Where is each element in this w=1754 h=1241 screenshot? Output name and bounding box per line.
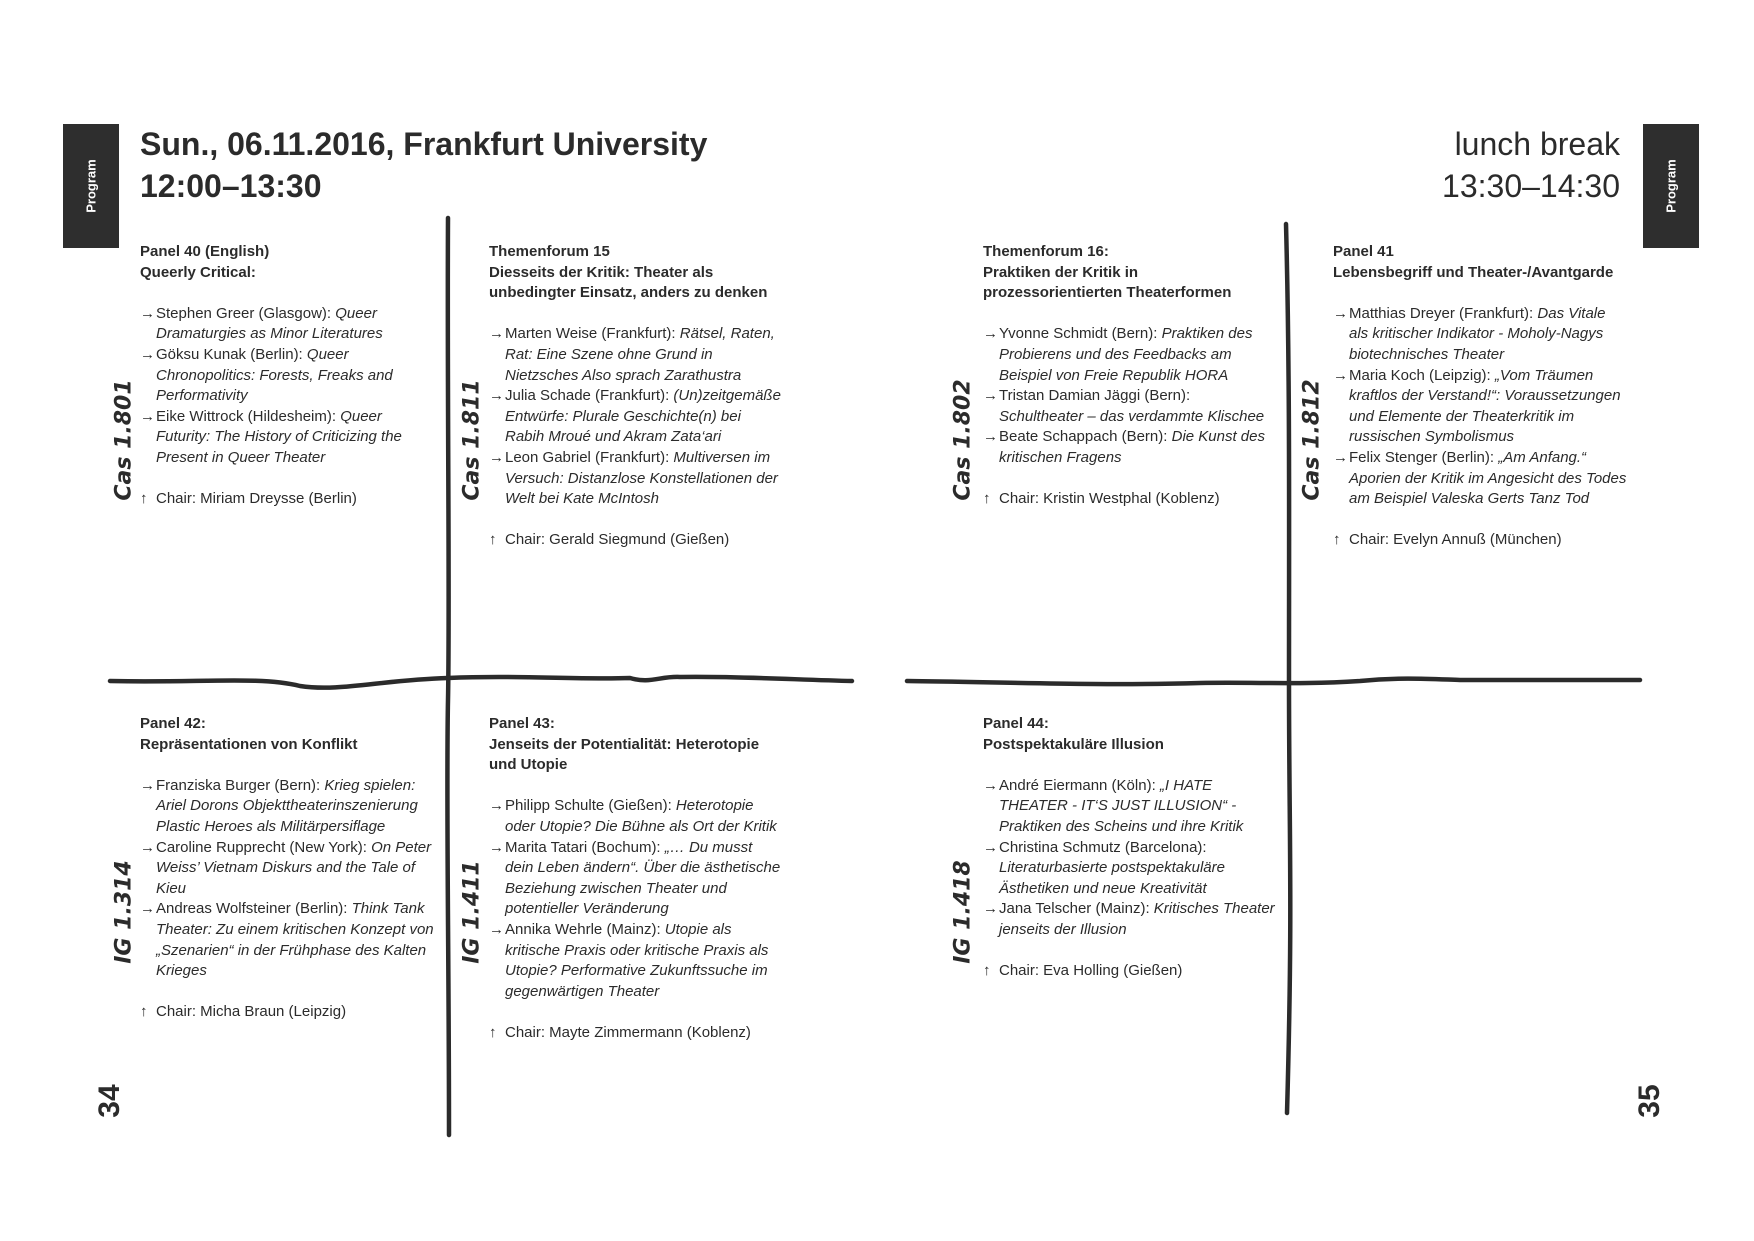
talk-title: Queer Futurity: The History of Criticizing the Present in Queer Theater (156, 407, 402, 466)
room-label: IG 1.418 (950, 860, 976, 964)
talk-title: Queer Chronopolitics: Forests, Freaks and Performativity (156, 345, 393, 405)
session-block (140, 714, 435, 1023)
speaker: Marita Tatari (Bochum): (505, 838, 661, 856)
arrow-right-icon: → (140, 345, 155, 363)
speaker: Eike Wittrock (Hildesheim): (156, 407, 337, 425)
arrow-right-icon: → (489, 387, 504, 405)
talk-item (140, 407, 435, 469)
talk-item (983, 776, 1278, 838)
talk-title: (Un)zeitgemäße Entwürfe: Plurale Geschichte(n) bei Rabih Mroué und Akram Zata‘ari (505, 387, 781, 446)
speaker: Göksu Kunak (Berlin): (156, 345, 303, 363)
chair-line (140, 1002, 435, 1023)
talk-item (140, 899, 435, 981)
page-number-left: 34 (93, 1084, 126, 1118)
talk-item (1333, 304, 1628, 366)
room-label: Cas 1.812 (1299, 379, 1325, 501)
chair-line (140, 489, 435, 510)
speaker: Maria Koch (Leipzig): (1349, 366, 1491, 384)
talk-item (983, 427, 1278, 468)
talk-item (983, 838, 1278, 900)
divider-left-horizontal (110, 677, 852, 688)
session-block (983, 242, 1278, 510)
arrow-right-icon: → (489, 325, 504, 343)
program-tab-left (63, 124, 119, 248)
speaker: Andreas Wolfsteiner (Berlin): (156, 900, 348, 918)
program-tab-label: Program (83, 159, 99, 213)
talk-item (489, 448, 784, 510)
talk-item (983, 899, 1278, 940)
talk-item (1333, 366, 1628, 448)
chair: Chair: Evelyn Annuß (München) (1349, 531, 1562, 549)
speaker: Annika Wehrle (Mainz): (505, 920, 661, 938)
arrow-right-icon: → (983, 428, 998, 446)
program-tab-right (1643, 124, 1699, 248)
panel-title-line: Panel 40 (English) (140, 243, 270, 260)
talk-item (489, 838, 784, 920)
panel-title-line: Themenforum 15 (489, 243, 610, 260)
arrow-right-icon: → (983, 325, 998, 343)
arrow-right-icon: → (1333, 366, 1348, 384)
talk-title: Literaturbasierte postspektakuläre Ästhetiken und neue Kreativität (999, 859, 1225, 897)
speaker: André Eiermann (Köln): (999, 776, 1156, 794)
talk-item (140, 304, 435, 345)
room-label: IG 1.314 (111, 860, 137, 964)
page-number-right: 35 (1633, 1084, 1666, 1118)
arrow-right-icon: → (489, 838, 504, 856)
arrow-up-icon: ↑ (983, 490, 991, 508)
talk-title: Praktiken des Probierens und des Feedbacks am Beispiel von Freie Republik HORA (999, 325, 1253, 384)
speaker: Matthias Dreyer (Frankfurt): (1349, 304, 1534, 322)
chair: Chair: Micha Braun (Leipzig) (156, 1003, 347, 1021)
speaker: Caroline Rupprecht (New York): (156, 838, 367, 856)
room-label: IG 1.411 (459, 860, 485, 964)
arrow-right-icon: → (140, 776, 155, 794)
speaker: Julia Schade (Frankfurt): (505, 387, 670, 405)
arrow-right-icon: → (489, 797, 504, 815)
arrow-right-icon: → (983, 838, 998, 856)
arrow-right-icon: → (140, 407, 155, 425)
arrow-up-icon: ↑ (140, 1003, 148, 1021)
arrow-up-icon: ↑ (489, 1023, 497, 1041)
talk-item (140, 838, 435, 900)
arrow-right-icon: → (140, 900, 155, 918)
talk-item (140, 345, 435, 407)
speaker: Jana Telscher (Mainz): (999, 900, 1150, 918)
talk-title: „… Du musst dein Leben ändern“. Über die ästhetische Beziehung zwischen Theater und potentieller Veränderung (505, 838, 781, 918)
talk-title: Krieg spielen: Ariel Dorons Objekttheaterinszenierung Plastic Heroes als Militärpersiflage (156, 776, 418, 835)
chair: Chair: Gerald Siegmund (Gießen) (505, 531, 730, 549)
arrow-right-icon: → (983, 387, 998, 405)
talk-item (489, 796, 784, 837)
talk-title: On Peter Weiss’ Vietnam Diskurs and the Tale of Kieu (156, 838, 432, 897)
speaker: Yvonne Schmidt (Bern): (999, 325, 1158, 343)
session-block (489, 242, 784, 551)
arrow-up-icon: ↑ (983, 962, 991, 980)
speaker: Leon Gabriel (Frankfurt): (505, 448, 670, 466)
talk-title: „I HATE THEATER - IT‘S JUST ILLUSION“ - Praktiken des Scheins und ihre Kritik (999, 776, 1244, 835)
session-heading (140, 123, 707, 207)
program-tab-label: Program (1663, 159, 1679, 213)
talk-item (1333, 448, 1628, 510)
panel-subtitle: Jenseits der Potentialität: Heterotopie und Utopie (489, 735, 760, 774)
panel-subtitle: Postspektakuläre Illusion (983, 735, 1164, 753)
chair: Chair: Kristin Westphal (Koblenz) (999, 490, 1220, 508)
arrow-right-icon: → (983, 776, 998, 794)
chair: Chair: Mayte Zimmermann (Koblenz) (505, 1023, 751, 1041)
arrow-right-icon: → (1333, 304, 1348, 322)
arrow-up-icon: ↑ (1333, 531, 1341, 549)
talk-title: Die Kunst des kritischen Fragens (999, 428, 1265, 466)
talk-title: Think Tank Theater: Zu einem kritischen Konzept von „Szenarien“ in der Frühphase des Kalten Krieges (156, 900, 434, 980)
panel-title-line: Panel 44: (983, 715, 1049, 732)
talk-title: Rätsel, Raten, Rat: Eine Szene ohne Grund in Nietzsches Also sprach Zarathustra (505, 325, 775, 384)
panel-title-line: Panel 41 (1333, 243, 1394, 260)
talk-title: „Vom Träumen kraftlos der Verstand!“: Voraussetzungen und Elemente der Theaterkritik im russischen Symbolismus (1349, 366, 1621, 446)
session-block (1333, 242, 1628, 551)
talk-item (983, 324, 1278, 386)
talk-item (140, 776, 435, 838)
chair-line (489, 530, 784, 551)
speaker: Felix Stenger (Berlin): (1349, 448, 1495, 466)
session-time: 12:00–13:30 (140, 168, 322, 204)
talk-title: Utopie als kritische Praxis oder kritische Praxis als Utopie? Performative Zukunftssuche im gegenwärtigen Theater (505, 920, 769, 1000)
panel-subtitle: Praktiken der Kritik in prozessorientierten Theaterformen (983, 263, 1232, 302)
speaker: Philipp Schulte (Gießen): (505, 797, 672, 815)
speaker: Franziska Burger (Bern): (156, 776, 321, 794)
chair-line (983, 489, 1278, 510)
talk-title: Kritisches Theater jenseits der Illusion (999, 900, 1275, 938)
arrow-right-icon: → (140, 838, 155, 856)
chair-line (489, 1023, 784, 1044)
panel-title-line: Panel 42: (140, 715, 206, 732)
session-block (983, 714, 1278, 982)
speaker: Marten Weise (Frankfurt): (505, 325, 676, 343)
chair: Chair: Miriam Dreysse (Berlin) (156, 490, 357, 508)
panel-title-line: Themenforum 16: (983, 243, 1109, 260)
speaker: Christina Schmutz (Barcelona): (999, 838, 1207, 856)
speaker: Tristan Damian Jäggi (Bern): (999, 387, 1191, 405)
arrow-up-icon: ↑ (140, 490, 148, 508)
chair: Chair: Eva Holling (Gießen) (999, 962, 1183, 980)
room-label: Cas 1.801 (111, 379, 137, 501)
talk-title: Heterotopie oder Utopie? Die Bühne als Ort der Kritik (505, 797, 777, 835)
panel-subtitle: Queerly Critical: (140, 263, 256, 281)
chair-line (983, 961, 1278, 982)
arrow-right-icon: → (489, 920, 504, 938)
talk-title: Multiversen im Versuch: Distanzlose Konstellationen der Welt bei Kate McIntosh (505, 448, 778, 508)
panel-subtitle: Repräsentationen von Konflikt (140, 735, 358, 753)
talk-item (489, 386, 784, 448)
speaker: Stephen Greer (Glasgow): (156, 304, 332, 322)
arrow-right-icon: → (983, 900, 998, 918)
talk-title: Das Vitale als kritischer Indikator - Moholy-Nagys biotechnisches Theater (1349, 304, 1606, 363)
arrow-right-icon: → (489, 448, 504, 466)
talk-item (489, 920, 784, 1002)
speaker: Beate Schappach (Bern): (999, 428, 1168, 446)
talk-title: „Am Anfang.“ Aporien der Kritik im Angesicht des Todes am Beispiel Valeska Gerts Tanz Tod (1349, 448, 1627, 508)
arrow-right-icon: → (1333, 448, 1348, 466)
divider-right-horizontal (907, 679, 1640, 684)
panel-subtitle: Lebensbegriff und Theater-/Avantgarde (1333, 263, 1614, 281)
session-block (140, 242, 435, 510)
panel-title-line: Panel 43: (489, 715, 555, 732)
session-block (489, 714, 784, 1044)
break-heading (1442, 123, 1620, 207)
break-title: lunch break (1454, 126, 1620, 162)
room-label: Cas 1.811 (459, 379, 485, 501)
panel-subtitle: Diesseits der Kritik: Theater als unbedingter Einsatz, anders zu denken (489, 263, 768, 302)
arrow-right-icon: → (140, 304, 155, 322)
room-label: Cas 1.802 (950, 379, 976, 501)
talk-item (983, 386, 1278, 427)
divider-right-vertical (1286, 224, 1290, 1113)
talk-title: Schultheater – das verdammte Klischee (999, 407, 1265, 425)
talk-item (489, 324, 784, 386)
break-time: 13:30–14:30 (1442, 168, 1620, 204)
talk-title: Queer Dramaturgies as Minor Literatures (156, 304, 383, 343)
chair-line (1333, 530, 1628, 551)
arrow-up-icon: ↑ (489, 531, 497, 549)
session-date-venue: Sun., 06.11.2016, Frankfurt University (140, 126, 708, 162)
